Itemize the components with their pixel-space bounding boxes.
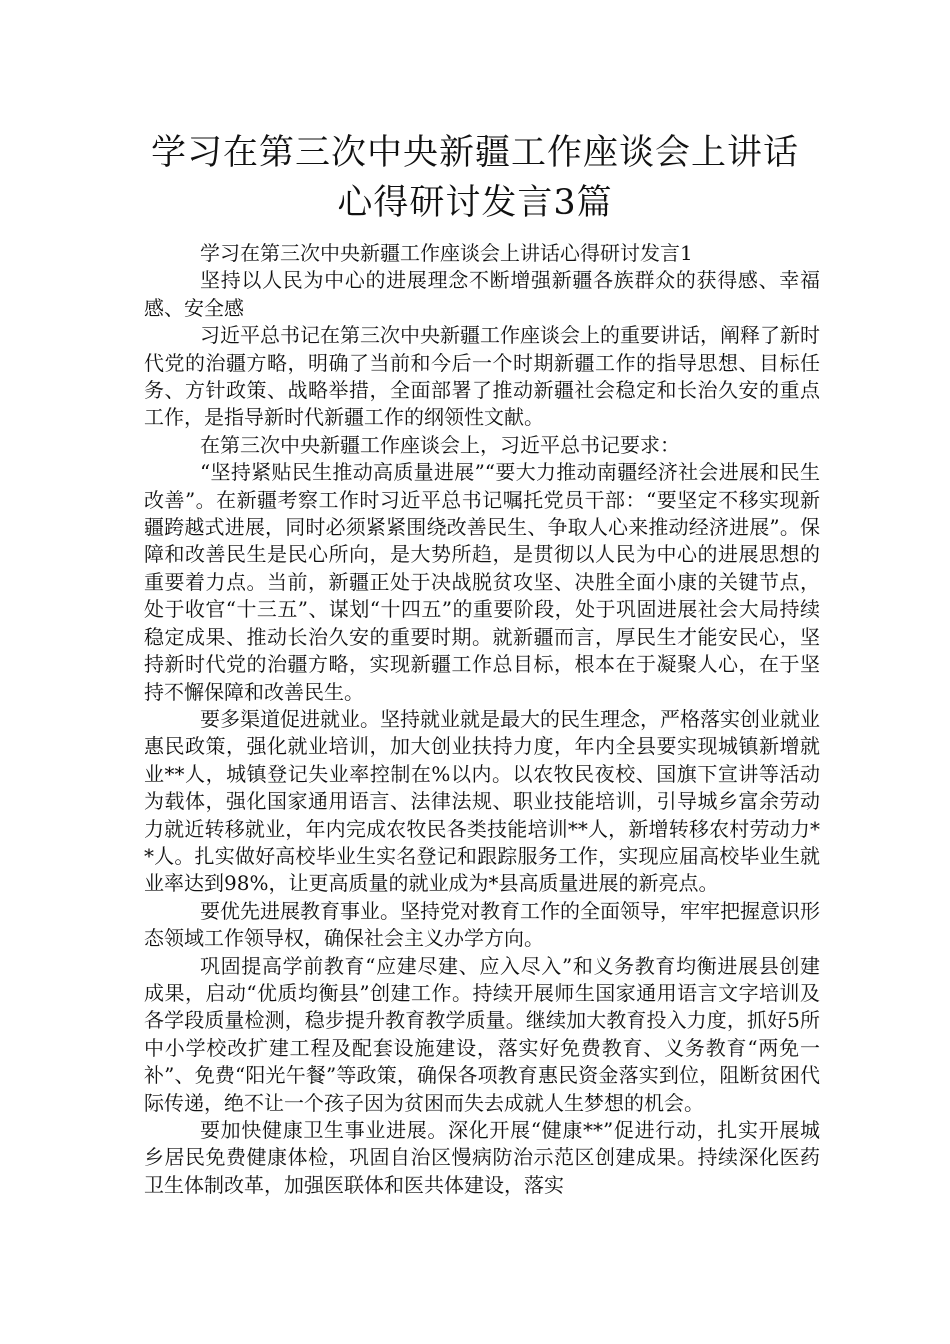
section-heading: 学习在第三次中央新疆工作座谈会上讲话心得研讨发言1 — [200, 241, 693, 265]
paragraph: 巩固提高学前教育“应建尽建、应入尽入”和义务教育均衡进展县创建成果，启动“优质均衡县”创建工作。持续开展师生国家通用语言文字培训及各学段质量检测，稳步提升教育教学质量。继续加大教育投入力度，抓好5所中小学校改扩建工程及配套设施建设，落实好免费教育、义务教育“两免一补”、免费“阳光午餐”等政策，确保各项教育惠民资金落实到位，阻断贫困代际传递，绝不让一个孩子因为贫困而失去成就人生梦想的机会。 — [144, 953, 820, 1115]
document-title-line-2: 心得研讨发言3篇 — [337, 183, 613, 223]
paragraph: 要多渠道促进就业。坚持就业就是最大的民生理念，严格落实创业就业惠民政策，强化就业培训，加大创业扶持力度，年内全县要实现城镇新增就业**人，城镇登记失业率控制在%以内。以农牧民夜校、国旗下宣讲等活动为载体，强化国家通用语言、法律法规、职业技能培训，引导城乡富余劳动力就近转移就业，年内完成农牧民各类技能培训**人，新增转移农村劳动力**人。扎实做好高校毕业生实名登记和跟踪服务工作，实现应届高校毕业生就业率达到98%，让更高质量的就业成为*县高质量进展的新亮点。 — [144, 706, 820, 896]
paragraph: 在第三次中央新疆工作座谈会上，习近平总书记要求： — [200, 432, 680, 457]
paragraph: “坚持紧贴民生推动高质量进展”“要大力推动南疆经济社会进展和民生改善”。在新疆考察工作时习近平总书记嘱托党员干部：“要坚定不移实现新疆跨越式进展，同时必须紧紧围绕改善民生、争取人心来推动经济进展”。保障和改善民生是民心所向，是大势所趋，是贯彻以人民为中心的进展思想的重要着力点。当前，新疆正处于决战脱贫攻坚、决胜全面小康的关键节点，处于收官“十三五”、谋划“十四五”的重要阶段，处于巩固进展社会大局持续稳定成果、推动长治久安的重要时期。就新疆而言，厚民生才能安民心，坚持新时代党的治疆方略，实现新疆工作总目标，根本在于凝聚人心，在于坚持不懈保障和改善民生。 — [144, 460, 820, 704]
paragraph: 要加快健康卫生事业进展。深化开展“健康**”促进行动，扎实开展城乡居民免费健康体检，巩固自治区慢病防治示范区创建成果。持续深化医药卫生体制改革，加强医联体和医共体建设，落实 — [144, 1118, 820, 1197]
paragraph: 习近平总书记在第三次中央新疆工作座谈会上的重要讲话，阐释了新时代党的治疆方略，明确了当前和今后一个时期新疆工作的指导思想、目标任务、方针政策、战略举措，全面部署了推动新疆社会稳定和长治久安的重点工作，是指导新时代新疆工作的纲领性文献。 — [144, 323, 820, 430]
section-subheading: 坚持以人民为中心的进展理念不断增强新疆各族群众的获得感、幸福感、安全感 — [144, 268, 820, 320]
paragraph: 要优先进展教育事业。坚持党对教育工作的全面领导，牢牢把握意识形态领域工作领导权，确保社会主义办学方向。 — [144, 898, 820, 951]
document-title-line-1: 学习在第三次中央新疆工作座谈会上讲话 — [150, 133, 799, 173]
document-body — [144, 240, 820, 1199]
